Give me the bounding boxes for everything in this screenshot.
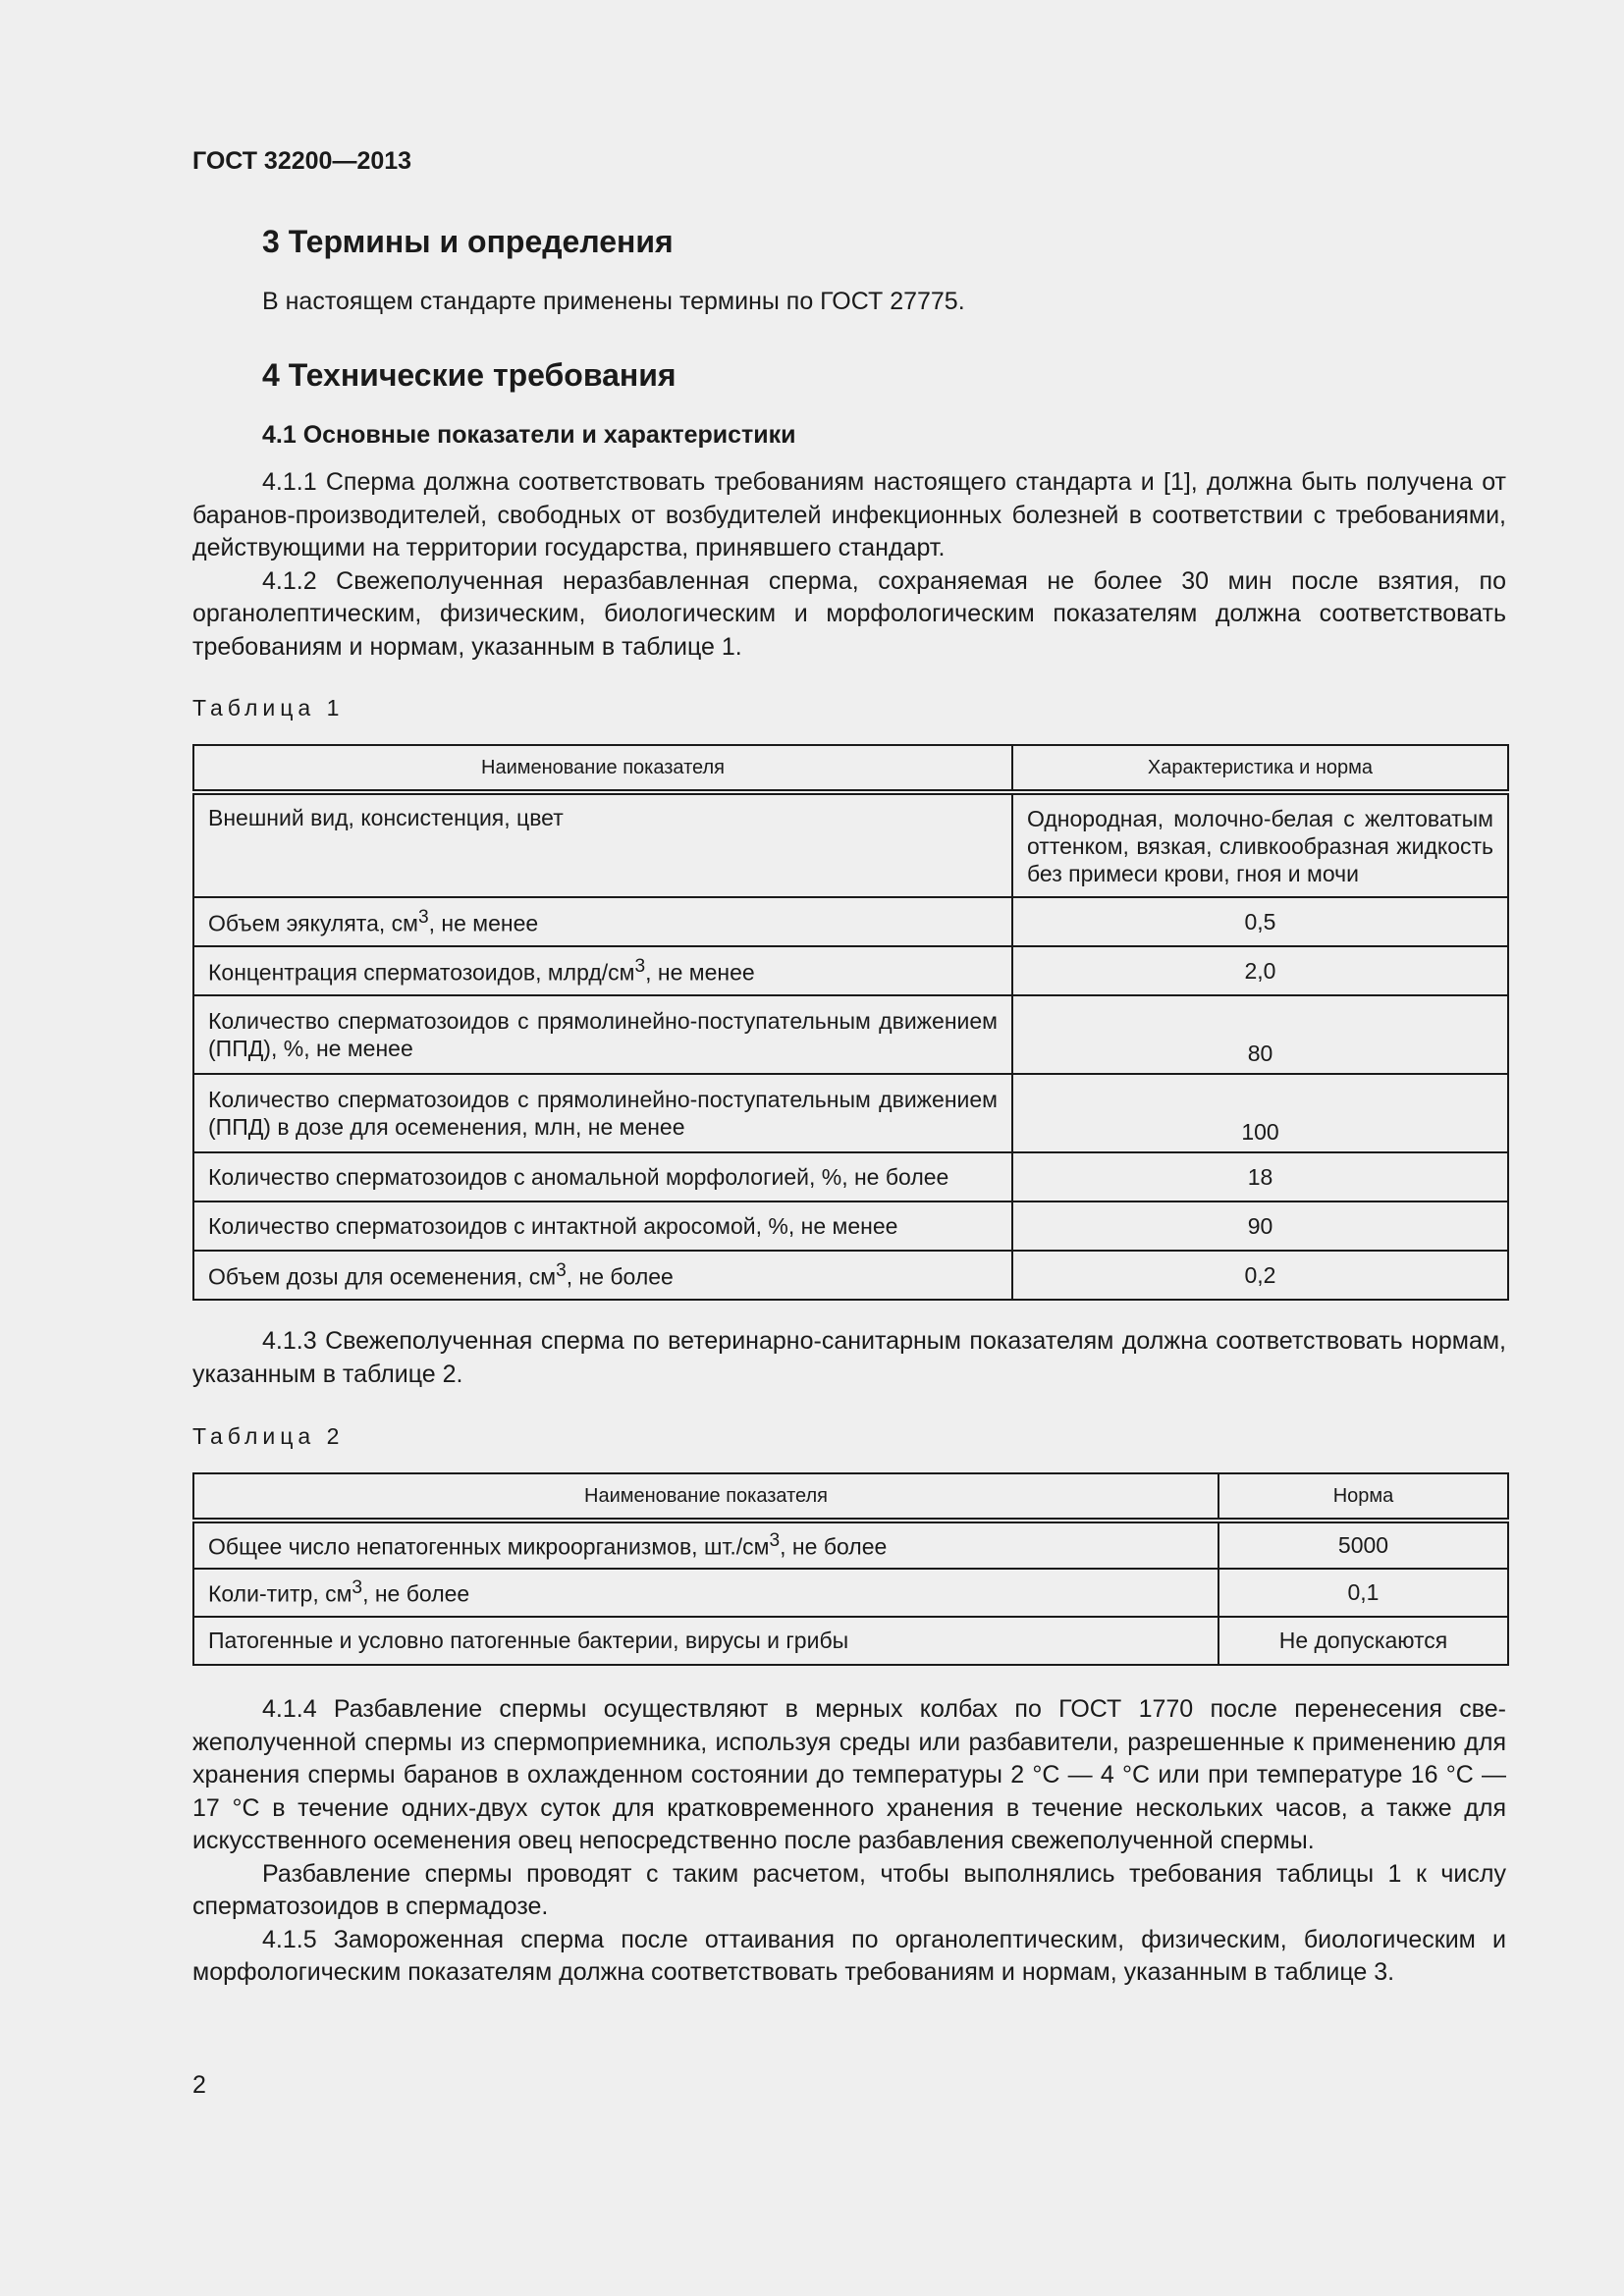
row-name: Концентрация сперматозоидов, млрд/$см^3$, не менее (193, 946, 1012, 995)
row-name: Количество сперматозоидов с интактной акросомой, %, не менее (193, 1201, 1012, 1251)
row-value: 0,2 (1012, 1251, 1508, 1300)
row-name: Общее число непатогенных микроорганизмов, $шт./см^3$, не более (193, 1521, 1218, 1569)
row-value: Однородная, молочно-белая с желтоватым оттенком, вязкая, сливкообразная жидкость без примеси крови, гноя и мочи (1012, 792, 1508, 897)
row-value: 5000 (1218, 1521, 1508, 1569)
table-2-header-name: Наименование показателя (193, 1473, 1218, 1521)
table-row (193, 1617, 1508, 1665)
row-name: Объем дозы для осеменения, $см^3$, не более (193, 1251, 1012, 1300)
row-value: Не допускаются (1218, 1617, 1508, 1665)
table-2 (192, 1472, 1509, 1666)
subsection-4-1-title: 4.1 Основные показатели и характеристики (262, 421, 796, 449)
row-name: Внешний вид, консистенция, цвет (193, 792, 1012, 897)
section-4-title: 4 Технические требования (262, 357, 677, 393)
row-value: 2,0 (1012, 946, 1508, 995)
row-value: 90 (1012, 1201, 1508, 1251)
row-value: 100 (1012, 1074, 1508, 1152)
paragraph-dilution: Разбавление спермы проводят с таким расчетом, чтобы выполнялись требования таблицы 1 к числу сперматозоидов в спермадозе. (192, 1859, 1506, 1920)
table-row (193, 1201, 1508, 1251)
table-2-caption: Таблица 2 (192, 1423, 345, 1449)
page-number: 2 (192, 2071, 206, 2099)
paragraph-4-1-3: 4.1.3 Свежеполученная сперма по ветеринарно-санитарным показателям должна соответствовать нормам, указанным в таблице 2. (192, 1327, 1506, 1388)
table-row (193, 1074, 1508, 1152)
table-1-caption: Таблица 1 (192, 695, 345, 721)
row-value: 18 (1012, 1152, 1508, 1201)
paragraphs-4-1-4-to-4-1-5 (192, 1693, 1506, 1990)
table-row (193, 1521, 1508, 1569)
table-1-header-value: Характеристика и норма (1012, 745, 1508, 792)
row-name: Количество сперматозоидов с прямолинейно-поступательным движением (ППД) в дозе для осеменения, млн, не менее (193, 1074, 1012, 1152)
row-value: 0,5 (1012, 897, 1508, 946)
table-row (193, 1152, 1508, 1201)
paragraph-4-1-2: 4.1.2 Свежеполученная неразбавленная сперма, сохраняемая не более 30 мин после взятия, по органолептическим, физическим, биологическим и морфологическим показателям должна соответствовать требованиям и нормам, указанным в таблице 1. (192, 566, 1506, 661)
section-3-title: 3 Термины и определения (262, 224, 674, 259)
paragraph-4-1-1: 4.1.1 Сперма должна соответствовать требованиям настоящего стандарта и [1], должна быть получена от баранов-производителей, свободных от возбудителей инфекционных болезней в соответствии с требованиями, действующими на территории государства, принявшего стандарт. (192, 468, 1506, 561)
row-value: 0,1 (1218, 1569, 1508, 1617)
table-row (193, 946, 1508, 995)
table-row (193, 1569, 1508, 1617)
section-3-text: В настоящем стандарте применены термины по ГОСТ 27775. (262, 288, 965, 315)
paragraph-4-1-4: 4.1.4 Разбавление спермы осуществляют в мерных колбах по ГОСТ 1770 после перенесения свежеполученной спермы из спермоприемника, используя среды или разбавители, разрешенные к применению для хранения спермы баранов в охлажденном состоянии до температуры 2 °С — 4 °С или при температуре 16 °С — 17 °С в течение одних-двух суток для кратковременного хранения в течение нескольких часов, а также для искусственного осеменения овец непосредственно после разбавления свежеполученной спермы. (192, 1695, 1506, 1854)
table-row (193, 995, 1508, 1074)
paragraphs-4-1-1-to-4-1-2 (192, 466, 1506, 664)
paragraph-4-1-5: 4.1.5 Замороженная сперма после оттаивания по органолептическим, физическим, биологическим и морфологическим показателям должна соответствовать требованиям и нормам, указанным в таблице 3. (192, 1925, 1506, 1986)
table-row (193, 897, 1508, 946)
row-name: Объем эякулята, $см^3$, не менее (193, 897, 1012, 946)
table-row (193, 1251, 1508, 1300)
row-value: 80 (1012, 995, 1508, 1074)
row-name: Патогенные и условно патогенные бактерии, вирусы и грибы (193, 1617, 1218, 1665)
row-name: Количество сперматозоидов с аномальной морфологией, %, не более (193, 1152, 1012, 1201)
table-1-header-name: Наименование показателя (193, 745, 1012, 792)
row-name: Количество сперматозоидов с прямолинейно-поступательным движением (ППД), %, не менее (193, 995, 1012, 1074)
row-name: Коли-титр, $см^3$, не более (193, 1569, 1218, 1617)
paragraph-4-1-3-block (192, 1325, 1506, 1391)
table-row (193, 792, 1508, 897)
table-1 (192, 744, 1509, 1301)
document-code: ГОСТ 32200—2013 (192, 147, 412, 175)
table-2-header-value: Норма (1218, 1473, 1508, 1521)
